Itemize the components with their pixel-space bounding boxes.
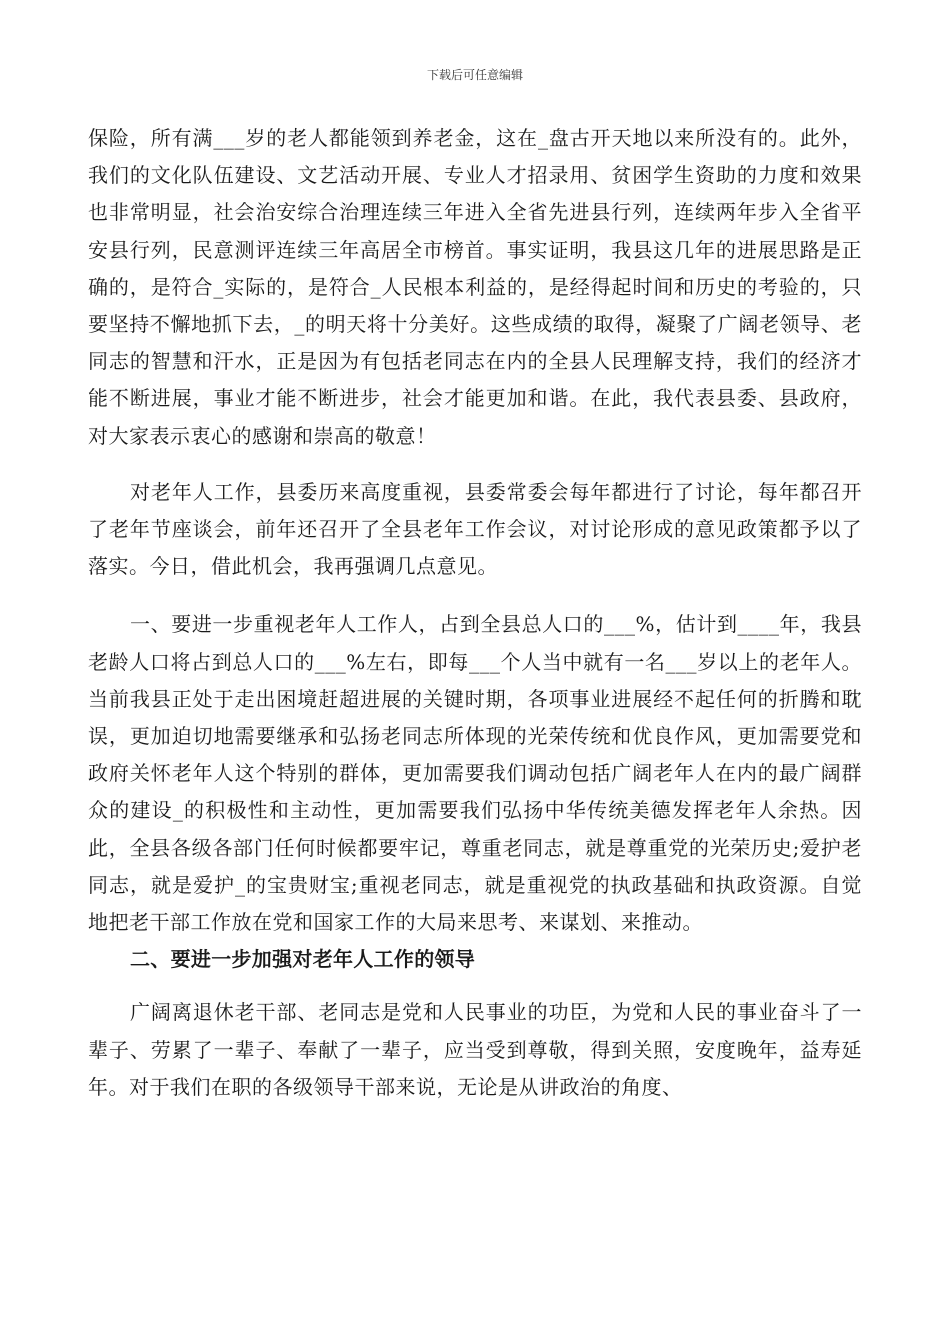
document-body bbox=[88, 120, 862, 1106]
download-note: 下载后可任意编辑 bbox=[426, 68, 523, 82]
paragraph-3: 一、要进一步重视老年人工作人，占到全县总人口的___%，估计到____年，我县老龄人口将占到总人口的___%左右，即每___个人当中就有一名___岁以上的老年人。当前我县正处于走出困境赶超进展的关键时期，各项事业进展经不起任何的折腾和耽误，更加迫切地需要继承和弘扬老同志所体现的光荣传统和优良作风，更加需要党和政府关怀老年人这个特别的群体，更加需要我们调动包括广阔老年人在内的最广阔群众的建设_的积极性和主动性，更加需要我们弘扬中华传统美德发挥老年人余热。因此，全县各级各部门任何时候都要牢记，尊重老同志，就是尊重党的光荣历史;爱护老同志，就是爱护_的宝贵财宝;重视老同志，就是重视党的执政基础和执政资源。自觉地把老干部工作放在党和国家工作的大局来思考、来谋划、来推动。 bbox=[88, 612, 862, 935]
section-heading-2: 二、要进一步加强对老年人工作的领导 bbox=[130, 947, 476, 972]
paragraph-2: 对老年人工作，县委历来高度重视，县委常委会每年都进行了讨论，每年都召开了老年节座谈会，前年还召开了全县老年工作会议，对讨论形成的意见政策都予以了落实。今日，借此机会，我再强调几点意见。 bbox=[88, 479, 862, 579]
paragraph-1: 保险，所有满___岁的老人都能领到养老金，这在_盘古开天地以来所没有的。此外，我们的文化队伍建设、文艺活动开展、专业人才招录用、贫困学生资助的力度和效果也非常明显，社会治安综合治理连续三年进入全省先进县行列，连续两年步入全省平安县行列，民意测评连续三年高居全市榜首。事实证明，我县这几年的进展思路是正确的，是符合_实际的，是符合_人民根本利益的，是经得起时间和历史的考验的，只要坚持不懈地抓下去，_的明天将十分美好。这些成绩的取得，凝聚了广阔老领导、老同志的智慧和汗水，正是因为有包括老同志在内的全县人民理解支持，我们的经济才能不断进展，事业才能不断进步，社会才能更加和谐。在此，我代表县委、县政府，对大家表示衷心的感谢和崇高的敬意！ bbox=[88, 126, 862, 448]
paragraph-4: 广阔离退休老干部、老同志是党和人民事业的功臣，为党和人民的事业奋斗了一辈子、劳累了一辈子、奉献了一辈子，应当受到尊敬，得到关照，安度晚年，益寿延年。对于我们在职的各级领导干部来说，无论是从讲政治的角度、 bbox=[88, 1000, 862, 1099]
